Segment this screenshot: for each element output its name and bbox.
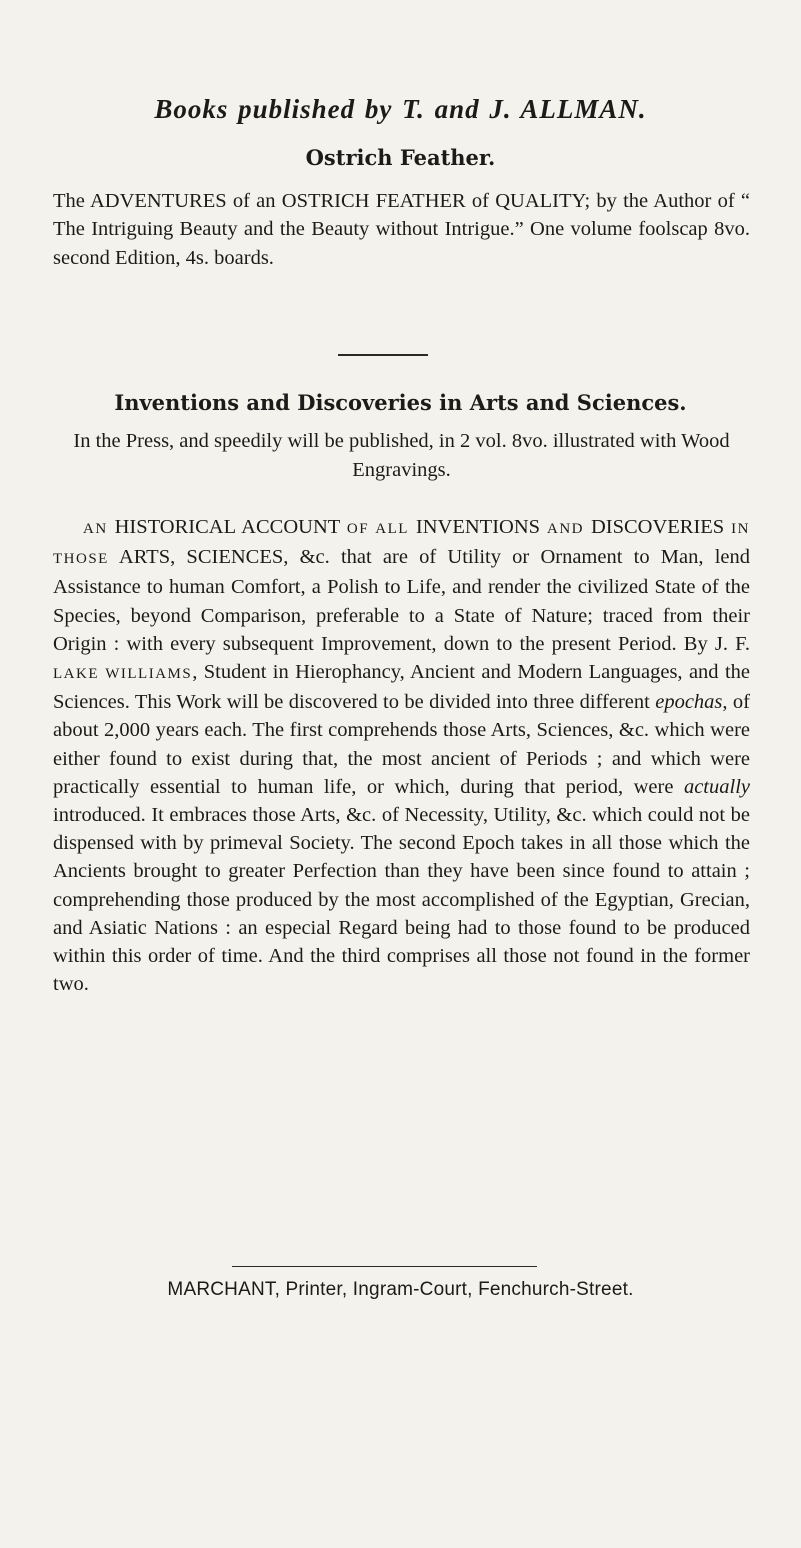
small-caps-text: OF ALL (346, 521, 409, 537)
body-text: INVENTIONS (408, 516, 547, 538)
advertisement-historical-account (53, 513, 750, 998)
advertisement-ostrich-feather: The ADVENTURES of an OSTRICH FEATHER of QUALITY; by the Author of “ The Intriguing Beauty and the Beauty without Intrigue.” One volume foolscap 8vo. second Edition, 4s. boards. (53, 190, 750, 269)
section-divider (338, 354, 428, 356)
section-heading-ostrich-feather: Ostrich Feather. (305, 145, 496, 170)
author-name: LAKE WILLIAMS (53, 666, 193, 683)
body-text: introduced. It embraces those Arts, &c. of Necessity, Utility, &c. which could not be dispensed with by primeval Society. The second Epoch takes in all those which the Ancients brought to greater Perfection than they have been since found to attain ; comprehending those produced by the most accomplished of the Egyptian, Grecian, and Asiatic Nations : an especial Regard being had to those found to be produced within this order of time. And the third comprises all those not found in the former two. (53, 804, 750, 996)
small-caps-text: AN (83, 521, 108, 537)
footer-divider (232, 1266, 537, 1267)
body-text: , of about 2,000 years each. The first comprehends those Arts, Sciences, &c. which were either found to exist during that, the most ancient of Periods ; and which were practically essential to human life, or which, during that period, were (53, 691, 751, 798)
printer-colophon: MARCHANT, Printer, Ingram-Court, Fenchurch-Street. (167, 1279, 634, 1300)
body-text: , Student in Hierophancy, Ancient and Modern Languages, and the Sciences. This Work will be discovered to be divided into three different (53, 661, 750, 714)
body-text: DISCOVERIES (583, 516, 732, 538)
small-caps-text: IN THOSE (53, 521, 750, 568)
small-caps-text: AND (546, 521, 584, 537)
press-announcement: In the Press, and speedily will be published, in 2 vol. 8vo. illustrated with Wood Engravings. (73, 430, 730, 481)
page-header-title: Books published by T. and J. ALLMAN. (154, 94, 647, 124)
italic-term: epochas (655, 691, 723, 714)
body-text: HISTORICAL ACCOUNT (107, 516, 347, 538)
body-text: ARTS, SCIENCES, &c. that are of Utility or Ornament to Man, lend Assistance to human Comfort, a Polish to Life, and render the civilized State of the Species, beyond Comparison, preferable to a State of Nature; traced from their Origin : with every subsequent Improvement, down to the present Period. By J. F. (53, 546, 750, 655)
section-heading-inventions: Inventions and Discoveries in Arts and Sciences. (114, 390, 687, 415)
italic-term: actually (683, 775, 750, 798)
